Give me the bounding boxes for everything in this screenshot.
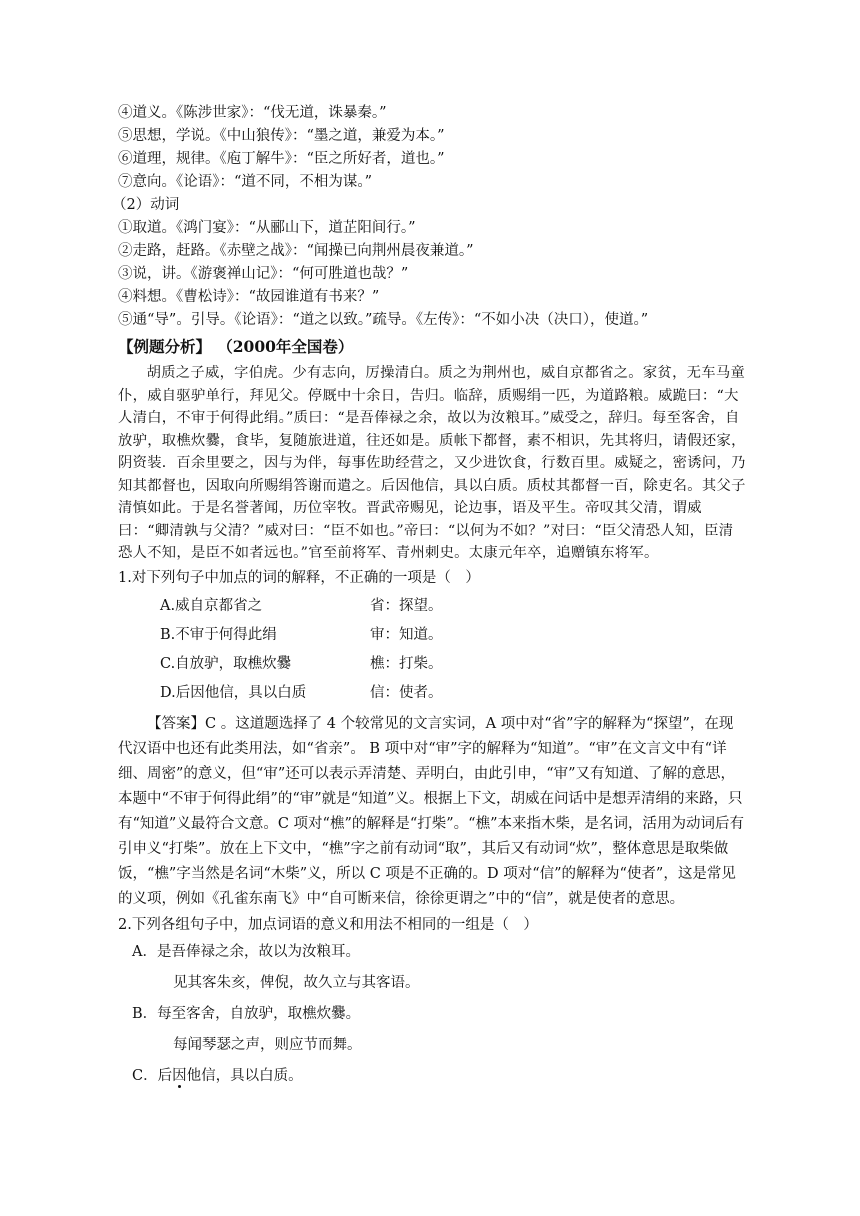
question-1-option-a <box>118 590 746 619</box>
option-sentence: D.后因他信，具以白质 <box>160 684 307 701</box>
option-gloss: 樵：打柴。 <box>370 655 443 672</box>
question-1-option-c <box>118 648 746 677</box>
verb-meaning-1: ①取道。《鸿门宴》：“从郦山下，道芷阳间行。” <box>118 220 416 236</box>
dotted-word: 因 <box>172 1067 187 1084</box>
question-2-option-a-compare: 见其客朱亥，俾倪，故久立与其客语。 <box>173 974 420 991</box>
question-2-option-b-compare: 每闻琴瑟之声，则应节而舞。 <box>173 1036 362 1053</box>
verb-meaning-5: ⑤通“导”。引导。《论语》：“道之以致。”疏导。《左传》：“不如小决（决口），使道。” <box>118 312 649 328</box>
question-2-stem: 2.下列各组句子中，加点词语的意义和用法不相同的一组是（ ） <box>118 916 538 933</box>
verb-meaning-2: ②走路，赶路。《赤壁之战》：“闻操已向荆州晨夜兼道。” <box>118 243 474 259</box>
option-gloss: 审：知道。 <box>370 626 443 643</box>
example-heading <box>118 334 746 360</box>
verb-meaning-3: ③说，讲。《游褒禅山记》：“何可胜道也哉？” <box>118 266 409 282</box>
noun-meaning-4: ④道义。《陈涉世家》：“伐无道，诛暴秦。” <box>118 105 387 121</box>
option-sentence: A.威自京都省之 <box>160 597 263 614</box>
question-1-option-d <box>118 677 746 706</box>
question-1-stem: 1.对下列句子中加点的词的解释，不正确的一项是（ ） <box>118 569 480 586</box>
example-label: 【例题分析】 <box>118 337 212 356</box>
example-year: （2000年全国卷） <box>225 337 354 356</box>
question-2-option-b: B．每至客舍，自放驴，取樵炊爨。 <box>132 1005 361 1022</box>
verb-meaning-4: ④料想。《曹松诗》：“故园谁道有书来？” <box>118 289 380 305</box>
verb-heading: （2）动词 <box>112 197 180 213</box>
option-prefix: C．后 <box>132 1067 173 1084</box>
classical-passage: 胡质之子威，字伯虎。少有志向，厉操清白。质之为荆州也，威自京都省之。家贫，无车马童仆，威自驱驴单行，拜见父。停厩中十余日，告归。临辞，质赐绢一匹，为道路粮。威跪曰：“大人清白，不审于何得此绢。”质曰：“是吾俸禄之余，故以为汝粮耳。”威受之，辞归。每至客舍，自放驴，取樵炊爨，食毕，复随旅进道，往还如是。质帐下都督，素不相识，先其将归，请假还家，阴资装．百余里要之，因与为伴，每事佐助经营之，又少进饮食，行数百里。威疑之，密诱问，乃知其都督也，因取向所赐绢答谢而遣之。后因他信，具以白质。质杖其都督一百，除吏名。其父子清慎如此。于是名誉著闻，历位宰牧。晋武帝赐见，论边事，语及平生。帝叹其父清，谓威曰：“卿清孰与父清？”威对曰：“臣不如也。”帝曰：“以何为不如？”对曰：“臣父清恐人知，臣清恐人不知，是臣不如者远也。”官至前将军、青州刺史。太康元年卒，追赠镇东将军。 <box>118 365 746 561</box>
option-sentence: C.自放驴，取樵炊爨 <box>160 655 292 672</box>
option-sentence: B.不审于何得此绢 <box>160 626 277 643</box>
noun-meaning-7: ⑦意向。《论语》：“道不同，不相为谋。” <box>118 174 373 190</box>
option-gloss: 省：探望。 <box>370 597 443 614</box>
option-rest: 他信，具以白质。 <box>186 1067 303 1084</box>
question-2-option-a: A．是吾俸禄之余，故以为汝粮耳。 <box>132 943 360 960</box>
question-1-answer: 【答案】C 。这道题选择了 4 个较常见的文言实词，A 项中对“省”字的解释为“探望”，在现代汉语中也还有此类用法，如“省亲”。 B 项中对“审”字的解释为“知道”。“审”在文言文中有“详细、周密”的意义，但“审”还可以表示弄清楚、弄明白，由此引申，“审”又有知道、了解的意思，本题中“不审于何得此绢”的“审”就是“知道”义。根据上下文，胡威在问话中是想弄清绢的来路，只有“知道”义最符合文意。C 项对“樵”的解释是“打柴”。“樵”本来指木柴，是名词，活用为动词后有引申义“打柴”。放在上下文中，“樵”字之前有动词“取”，其后又有动词“炊”，整体意思是取柴做饭，“樵”字当然是名词“木柴”义，所以 C 项是不正确的。D 项对“信”的解释为“使者”，这是常见的义项，例如《孔雀东南飞》中“自可断来信，徐徐更谓之”中的“信”，就是使者的意思。 <box>118 715 745 907</box>
option-gloss: 信：使者。 <box>370 684 443 701</box>
noun-meaning-6: ⑥道理，规律。《庖丁解牛》：“臣之所好者，道也。” <box>118 151 445 167</box>
document-body <box>112 102 746 1092</box>
question-1-option-b <box>118 619 746 648</box>
question-2-option-c <box>118 1061 746 1092</box>
noun-meaning-5: ⑤思想，学说。《中山狼传》：“墨之道，兼爱为本。” <box>118 128 445 144</box>
